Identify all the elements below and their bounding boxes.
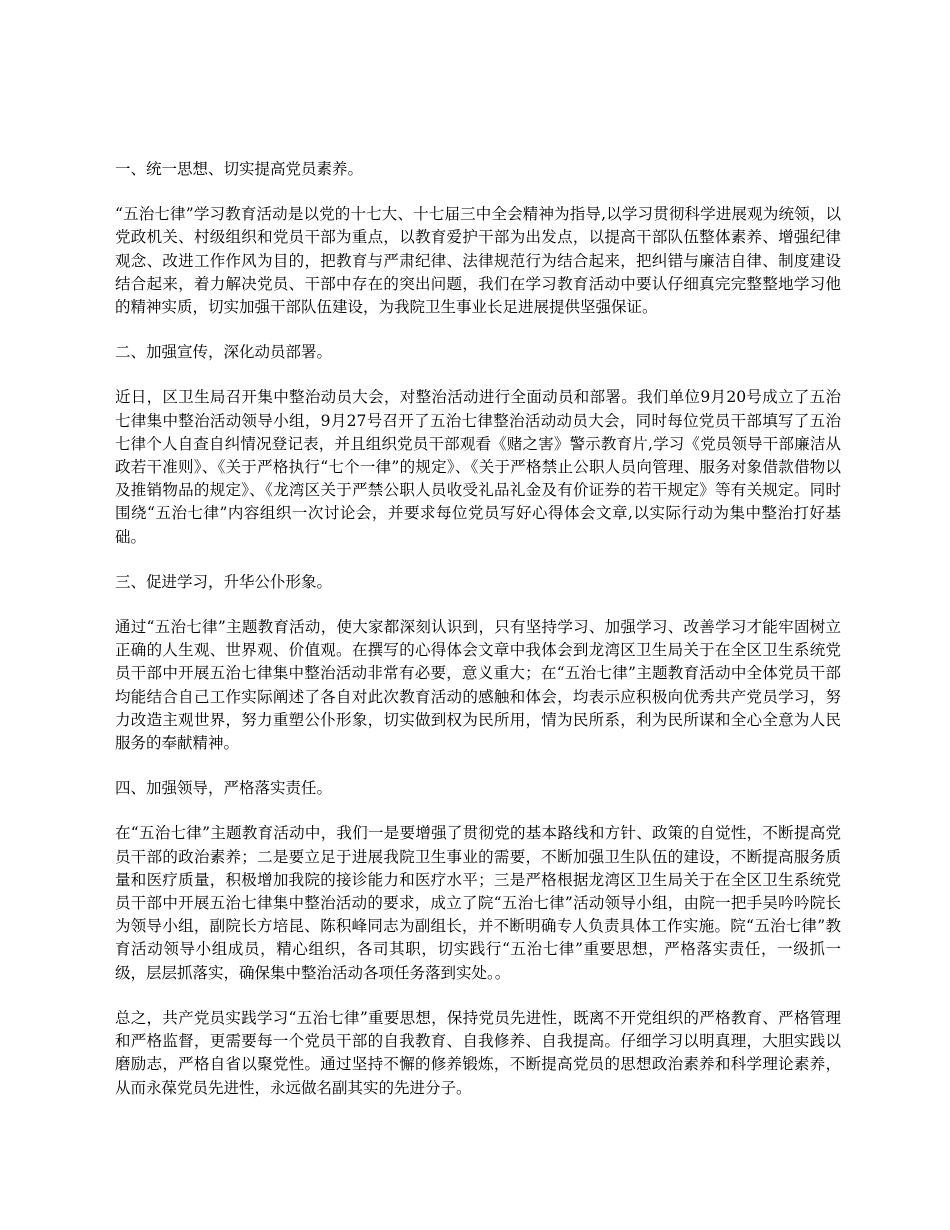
section-1-paragraph: “五治七律”学习教育活动是以党的十七大、十七届三中全会精神为指导,以学习贯彻科学进展观为统领，以党政机关、村级组织和党员干部为重点，以教育爱护干部为出发点，以提高干部队伍整体素养、增强纪律观念、改进工作作风为目的，把教育与严肃纪律、法律规范行为结合起来，把纠错与廉洁自律、制度建设结合起来，着力解决党员、干部中存在的突出问题，我们在学习教育活动中要认仔细真完完整整地学习他的精神实质，切实加强干部队伍建设，为我院卫生事业长足进展提供坚强保证。 (115, 205, 841, 317)
section-3-paragraph: 通过“五治七律”主题教育活动，使大家都深刻认识到，只有坚持学习、加强学习、改善学习才能牢固树立正确的人生观、世界观、价值观。在撰写的心得体会文章中我体会到龙湾区卫生局关于在全区卫生系统党员干部中开展五治七律集中整治活动非常有必要，意义重大；在“五治七律”主题教育活动中全体党员干部均能结合自己工作实际阐述了各自对此次教育活动的感触和体会，均表示应积极向优秀共产党员学习，努力改造主观世界，努力重塑公仆形象，切实做到权为民所用，情为民所系，利为民所谋和全心全意为人民服务的奉献精神。 (115, 618, 841, 753)
section-2-paragraph: 近日，区卫生局召开集中整治动员大会，对整治活动进行全面动员和部署。我们单位9月20号成立了五治七律集中整治活动领导小组，9月27号召开了五治七律整治活动动员大会，同时每位党员干部填写了五治七律个人自查自纠情况登记表，并且组织党员干部观看《赌之害》警示教育片,学习《党员领导干部廉洁从政若干准则》、《关于严格执行“七个一律”的规定》、《关于严格禁止公职人员向管理、服务对象借款借物以及推销物品的规定》、《龙湾区关于严禁公职人员收受礼品礼金及有价证券的若干规定》等有关规定。同时围绕“五治七律”内容组织一次讨论会，并要求每位党员写好心得体会文章,以实际行动为集中整治打好基础。 (115, 388, 841, 546)
section-2-heading: 二、加强宣传，深化动员部署。 (115, 343, 333, 362)
document-body (115, 158, 841, 1122)
section-4-heading: 四、加强领导，严格落实责任。 (115, 779, 333, 798)
section-1-heading: 一、统一思想、切实提高党员素养。 (115, 160, 364, 178)
conclusion-paragraph: 总之，共产党员实践学习“五治七律”重要思想，保持党员先进性，既离不开党组织的严格教育、严格管理和严格监督，更需要每一个党员干部的自我教育、自我修养、自我提高。仔细学习以明真理，大胆实践以磨励志，严格自省以聚党性。通过坚持不懈的修养锻炼，不断提高党员的思想政治素养和科学理论素养，从而永葆党员先进性，永远做名副其实的先进分子。 (115, 1008, 841, 1097)
section-3-heading: 三、促进学习，升华公仆形象。 (115, 572, 333, 591)
section-4-paragraph: 在“五治七律”主题教育活动中，我们一是要增强了贯彻党的基本路线和方针、政策的自觉性，不断提高党员干部的政治素养；二是要立足于进展我院卫生事业的需要，不断加强卫生队伍的建设，不断提高服务质量和医疗质量，积极增加我院的接诊能力和医疗水平；三是严格根据龙湾区卫生局关于在全区卫生系统党员干部中开展五治七律集中整治活动的要求，成立了院“五治七律”活动领导小组，由院一把手吴吟吟院长为领导小组，副院长方培昆、陈积峰同志为副组长，并不断明确专人负责具体工作实施。院“五治七律”教育活动领导小组成员，精心组织，各司其职，切实践行“五治七律”重要思想，严格落实责任，一级抓一级，层层抓落实，确保集中整治活动各项任务落到实处。。 (115, 824, 841, 982)
